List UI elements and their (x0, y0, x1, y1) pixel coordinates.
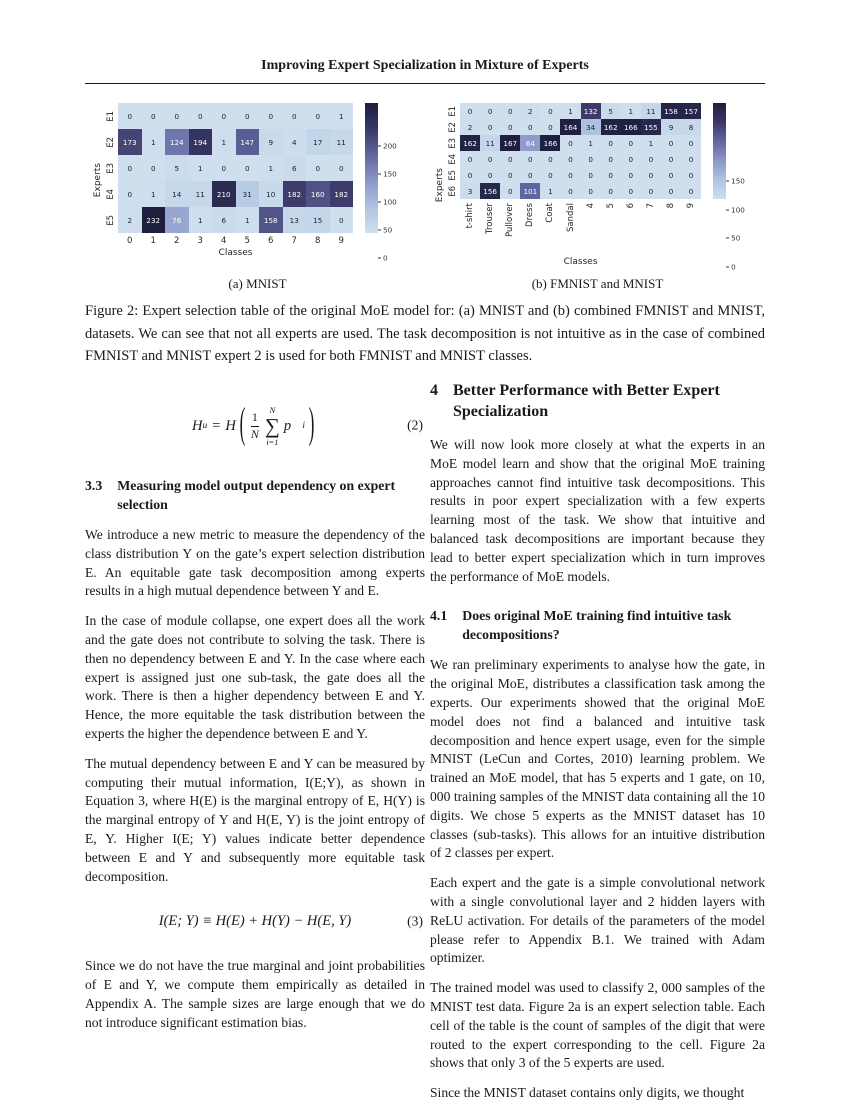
heatmap-cell: 0 (601, 135, 621, 151)
section-4-1-heading: 4.1 Does original MoE training find intuitive task decompositions? (430, 608, 732, 643)
row-labels-b (446, 103, 460, 267)
x-tick-label: 4 (221, 236, 227, 246)
heatmap-cell: 124 (165, 129, 189, 155)
heatmap-cell: 2 (460, 119, 480, 135)
paragraph: We introduce a new metric to measure the dependency of the class distribution Y on the gate’s expert selection distribution E. An equitable gate task decomposition among experts results in a high mutual dependence between Y and E. (85, 527, 425, 599)
x-tick-labels-b (460, 199, 701, 255)
colorbar-tick: 100 (726, 205, 745, 214)
left-column (85, 380, 425, 1043)
heatmap-cell: 1 (540, 183, 560, 199)
y-tick-label: E3 (448, 137, 458, 149)
x-tick-label: 0 (127, 236, 133, 246)
heatmap-cell: 0 (212, 155, 236, 181)
heatmap-cell: 0 (236, 103, 260, 129)
heatmap-cell: 160 (306, 181, 330, 207)
x-tick-label: 8 (665, 203, 676, 209)
heatmap-cell: 166 (621, 119, 641, 135)
y-axis-label: Experts (435, 167, 445, 203)
heatmap-cell: 0 (681, 183, 701, 199)
paragraph: Each expert and the gate is a simple convolutional network with a single convolutional layer and 2 hidden layers with ReLU activation. For details of the parameters of the model please refer to Appendix B.1. We trained with Adam optimizer. (430, 875, 765, 966)
heatmap-cell: 0 (520, 119, 540, 135)
left-paren: ( (239, 401, 246, 449)
heatmap-cell: 210 (212, 181, 236, 207)
heatmap-cell: 1 (189, 207, 213, 233)
heatmap-cell: 0 (540, 119, 560, 135)
heatmap-cell: 14 (165, 181, 189, 207)
heatmap-cell: 0 (500, 151, 520, 167)
heatmap-cell: 0 (540, 103, 560, 119)
heatmap-cell: 0 (460, 103, 480, 119)
heatmap-grid-b (460, 103, 701, 199)
heatmap-cell: 0 (661, 151, 681, 167)
x-tick-label: Pullover (505, 203, 516, 238)
heatmap-cell: 101 (520, 183, 540, 199)
equation-2: H u = H ( $\frac{1}{N}$ N ∑ i=1 p⃗ i ) (2) (85, 406, 425, 446)
heatmap-cell: 0 (520, 151, 540, 167)
heatmap-cell: 0 (480, 151, 500, 167)
y-tick-label: E2 (448, 121, 458, 133)
x-tick-label: Sandal (565, 203, 576, 232)
right-column (430, 380, 765, 1100)
x-tick-label: 2 (174, 236, 180, 246)
x-axis-label: Classes (218, 248, 253, 258)
heatmap-cell: 0 (581, 151, 601, 167)
heatmap-cell: 156 (480, 183, 500, 199)
heatmap-cell: 0 (681, 135, 701, 151)
heatmap-cell: 0 (621, 151, 641, 167)
running-head: Improving Expert Specialization in Mixture of Experts (85, 58, 765, 84)
x-tick-label: t-shirt (465, 203, 476, 229)
y-tick-label: E2 (106, 136, 116, 148)
y-tick-label: E5 (106, 214, 116, 226)
heatmap-cell: 0 (641, 167, 661, 183)
heatmap-cell: 0 (480, 167, 500, 183)
heatmap-cell: 64 (520, 135, 540, 151)
heatmap-cell: 1 (581, 135, 601, 151)
heatmap-cell: 17 (306, 129, 330, 155)
heatmap-cell: 194 (189, 129, 213, 155)
colorbar-tick: 150 (378, 169, 397, 178)
heatmap-cell: 0 (560, 135, 580, 151)
heatmap-cell: 132 (581, 103, 601, 119)
heatmap-cell: 0 (330, 155, 354, 181)
y-tick-label: E5 (448, 169, 458, 181)
heatmap-cell: 0 (661, 167, 681, 183)
heatmap-cell: 0 (621, 183, 641, 199)
heatmap-cell: 0 (118, 181, 142, 207)
heatmap-cell: 0 (581, 183, 601, 199)
row-labels-a (104, 103, 118, 258)
heatmap-cell: 1 (142, 129, 166, 155)
subcaption-b: (b) FMNIST and MNIST (531, 276, 664, 291)
heatmap-cell: 1 (259, 155, 283, 181)
paragraph: In the case of module collapse, one expert does all the work and the gate does not contribute to solving the task. There is then no dependency between E and Y. In the case where each expert is assigned just one sub-task, the gate does all the work. There is then a higher dependency between E and Y. Hence, the more equitable the task distribution between the experts the higher the dependence between E and Y. (85, 613, 425, 741)
x-axis-label: Classes (563, 257, 598, 267)
section-4-heading: 4 Better Performance with Better Expert Specialization (430, 382, 720, 420)
heatmap-cell: 9 (661, 119, 681, 135)
heatmap-cell: 0 (306, 103, 330, 129)
x-tick-label: 5 (244, 236, 250, 246)
figure-2 (85, 95, 765, 364)
heatmap-cell: 167 (500, 135, 520, 151)
y-tick-label: E1 (106, 110, 116, 122)
heatmap-cell: 0 (560, 183, 580, 199)
heatmap-cell: 5 (165, 155, 189, 181)
heatmap-cell: 0 (581, 167, 601, 183)
colorbar-gradient (365, 103, 378, 233)
heatmap-cell: 15 (306, 207, 330, 233)
heatmap-cell: 0 (330, 207, 354, 233)
colorbar-a (365, 103, 411, 263)
heatmap-cell: 11 (189, 181, 213, 207)
colorbar-b (713, 103, 759, 272)
heatmap-cell: 0 (601, 167, 621, 183)
heatmap-cell: 11 (330, 129, 354, 155)
heatmap-cell: 0 (460, 151, 480, 167)
subcaption-a: (a) MNIST (228, 276, 287, 291)
heatmap-cell: 0 (283, 103, 307, 129)
eq2-fraction: $\frac{1}{N}$ (250, 410, 259, 441)
x-tick-label: 8 (315, 236, 321, 246)
heatmap-cell: 1 (641, 135, 661, 151)
heatmap-cell: 0 (661, 135, 681, 151)
heatmap-cell: 10 (259, 181, 283, 207)
x-tick-label: 9 (338, 236, 344, 246)
heatmap-cell: 8 (681, 119, 701, 135)
heatmap-cell: 0 (681, 151, 701, 167)
paragraph: We ran preliminary experiments to analyse how the gate, in the original MoE, distributes a classification task among the experts. Our experiments showed that the original MoE model does not find a balanced and intuitive task decomposition and hence expert usage, even for the simple MNIST (LeCun and Cortes, 2010) learning problem. We trained an MoE model, that has 5 experts and 1 gate, on 10, 000 training samples of the MNIST data containing all the 10 digits. We chose 5 experts as the MNIST dataset has 10 classes (sub-tasks). This allows for an intuitive distribution of 2 classes per expert. (430, 657, 765, 861)
heatmap-cell: 0 (236, 155, 260, 181)
subfig-b-fmnist-mnist (430, 95, 765, 291)
colorbar-tick: 0 (726, 263, 736, 272)
heatmap-cell: 155 (641, 119, 661, 135)
colorbar-gradient (713, 103, 726, 199)
heatmap-cell: 182 (283, 181, 307, 207)
paragraph: The trained model was used to classify 2, 000 samples of the MNIST test data. Figure 2a is an expert selection table. Each cell of the table is the count of samples of the digit that were routed to the expert corresponding to the cell. Figure 2a shows that only 3 of the 5 experts are used. (430, 980, 765, 1071)
y-tick-label: E1 (448, 105, 458, 117)
y-tick-label: E6 (448, 185, 458, 197)
heatmap-cell: 0 (560, 167, 580, 183)
heatmap-cell: 34 (581, 119, 601, 135)
figure-caption: Figure 2: Expert selection table of the original MoE model for: (a) MNIST and (b) combined FMNIST and MNIST, datasets. We can see that not all experts are used. The task decomposition is not intuitive as in the case of combined FMNIST and MNIST expert 2 is used for both FMNIST and MNIST classes. (85, 303, 765, 364)
colorbar-tick: 200 (378, 141, 397, 150)
paragraph: Since the MNIST dataset contains only digits, we thought (430, 1085, 745, 1100)
heatmap-cell: 0 (189, 103, 213, 129)
summation-symbol: N ∑ i=1 (264, 405, 280, 447)
heatmap-cell: 0 (212, 103, 236, 129)
heatmap-cell: 9 (259, 129, 283, 155)
x-tick-label: 6 (625, 203, 636, 209)
heatmap-cell: 11 (480, 135, 500, 151)
x-tick-label: Trouser (485, 203, 496, 234)
equation-3: I(E; Y) ≡ H(E) + H(Y) − H(E, Y) (3) (158, 913, 423, 930)
x-tick-label: 6 (268, 236, 274, 246)
heatmap-cell: 2 (118, 207, 142, 233)
heatmap-cell: 0 (118, 155, 142, 181)
paragraph: The mutual dependency between E and Y can be measured by computing their mutual information, I(E;Y), as shown in Equation 3, where H(E) is the marginal entropy of E, H(Y) is the marginal entropy of Y and H(E, Y) is the joint entropy of E, Y. Higher I(E; Y) values indicate better dependence between E and Y and subsequently more equitable task decomposition. (85, 755, 425, 884)
heatmap-cell: 0 (165, 103, 189, 129)
heatmap-cell: 0 (560, 151, 580, 167)
heatmap-cell: 162 (601, 119, 621, 135)
colorbar-tick: 50 (726, 234, 740, 243)
heatmap-cell: 1 (621, 103, 641, 119)
y-tick-label: E4 (448, 153, 458, 165)
colorbar-tick: 0 (378, 254, 388, 263)
heatmap-cell: 0 (500, 183, 520, 199)
heatmap-cell: 6 (283, 155, 307, 181)
section-3-3-heading: 3.3 Measuring model output dependency on expert selection (85, 478, 396, 512)
x-tick-label: Dress (525, 203, 536, 227)
heatmap-cell: 1 (142, 181, 166, 207)
heatmap-cell: 0 (520, 167, 540, 183)
heatmap-cell: 157 (681, 103, 701, 119)
heatmap-cell: 1 (212, 129, 236, 155)
heatmap-cell: 1 (560, 103, 580, 119)
heatmap-cell: 0 (259, 103, 283, 129)
y-tick-label: E3 (106, 162, 116, 174)
equation-2-number: (2) (407, 417, 423, 433)
heatmap-cell: 158 (661, 103, 681, 119)
heatmap-cell: 0 (540, 151, 560, 167)
heatmap-cell: 0 (460, 167, 480, 183)
colorbar-tick: 50 (378, 225, 392, 234)
heatmap-cell: 0 (661, 183, 681, 199)
heatmap-cell: 11 (641, 103, 661, 119)
heatmap-cell: 0 (621, 135, 641, 151)
heatmap-cell: 2 (520, 103, 540, 119)
heatmap-cell: 0 (500, 119, 520, 135)
y-axis-label: Experts (93, 163, 103, 198)
heatmap-cell: 1 (330, 103, 354, 129)
heatmap-cell: 0 (142, 103, 166, 129)
heatmap-cell: 0 (118, 103, 142, 129)
heatmap-cell: 0 (480, 103, 500, 119)
heatmap-cell: 162 (460, 135, 480, 151)
paragraph: We will now look more closely at what the experts in an MoE model learn and show that the original MoE training approaches cannot find intuitive task decompositions. This results in poor expert specialization with a few experts learning most of the task. We show that intuitive and balanced task decompositions are important because they lead to better expert specialization which in turn improves the performance of MoE models. (430, 437, 765, 584)
x-tick-label: 5 (605, 203, 616, 209)
heatmap-cell: 6 (212, 207, 236, 233)
heatmap-cell: 4 (283, 129, 307, 155)
heatmap-grid-a (118, 103, 353, 233)
x-tick-labels-a (118, 233, 353, 246)
heatmap-cell: 0 (601, 183, 621, 199)
heatmap-cell: 1 (189, 155, 213, 181)
paragraph: Since we do not have the true marginal and joint probabilities of E and Y, we compute them empirically as detailed in Appendix A. The sample sizes are large enough that we do not introduce significant estimation bias. (85, 958, 425, 1030)
heatmap-cell: 158 (259, 207, 283, 233)
colorbar-tick: 150 (726, 176, 745, 185)
subfig-a-mnist (85, 95, 430, 291)
heatmap-cell: 0 (500, 167, 520, 183)
heatmap-cell: 0 (601, 151, 621, 167)
heatmap-cell: 0 (621, 167, 641, 183)
heatmap-cell: 166 (540, 135, 560, 151)
equation-3-number: (3) (407, 913, 423, 929)
y-tick-label: E4 (106, 188, 116, 200)
heatmap-cell: 147 (236, 129, 260, 155)
heatmap-cell: 0 (480, 119, 500, 135)
x-tick-label: 7 (291, 236, 297, 246)
heatmap-cell: 173 (118, 129, 142, 155)
heatmap-cell: 0 (306, 155, 330, 181)
heatmap-cell: 0 (681, 167, 701, 183)
heatmap-cell: 0 (540, 167, 560, 183)
x-tick-label: Coat (545, 203, 556, 223)
heatmap-cell: 232 (142, 207, 166, 233)
heatmap-cell: 0 (641, 183, 661, 199)
heatmap-cell: 13 (283, 207, 307, 233)
x-tick-label: 3 (197, 236, 203, 246)
x-tick-label: 4 (585, 203, 596, 209)
figure-2-subfigures (85, 95, 765, 291)
x-tick-label: 1 (150, 236, 156, 246)
heatmap-cell: 164 (560, 119, 580, 135)
heatmap-cell: 0 (641, 151, 661, 167)
x-tick-label: 7 (645, 203, 656, 209)
eq2-lhs: H (191, 417, 203, 434)
heatmap-cell: 182 (330, 181, 354, 207)
heatmap-cell: 31 (236, 181, 260, 207)
heatmap-cell: 0 (500, 103, 520, 119)
right-paren: ) (308, 401, 315, 449)
heatmap-cell: 1 (236, 207, 260, 233)
colorbar-tick: 100 (378, 197, 397, 206)
heatmap-cell: 0 (142, 155, 166, 181)
heatmap-cell: 3 (460, 183, 480, 199)
heatmap-cell: 76 (165, 207, 189, 233)
heatmap-cell: 5 (601, 103, 621, 119)
x-tick-label: 9 (686, 203, 697, 209)
